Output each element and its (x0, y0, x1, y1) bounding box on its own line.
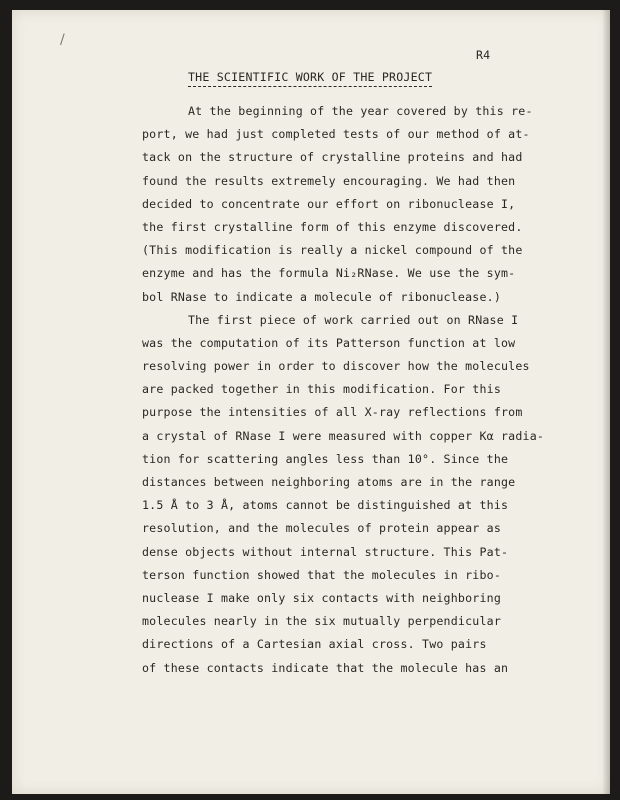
text-line: decided to concentrate our effort on ribonuclease I, (142, 196, 516, 211)
text-line: nuclease I make only six contacts with neighboring (142, 590, 502, 605)
text-line: resolving power in order to discover how the molecules (142, 359, 530, 374)
paper-edge-shadow (602, 10, 610, 794)
text-line: 1.5 Å to 3 Å, atoms cannot be distinguished at this (142, 498, 509, 513)
text-line: a crystal of RNase I were measured with copper Kα radia- (142, 428, 545, 443)
text-line: was the computation of its Patterson function at low (142, 335, 516, 350)
pencil-mark: / (60, 32, 65, 48)
text-line: (This modification is really a nickel compound of the (142, 243, 523, 258)
typewritten-paper-sheet (12, 10, 610, 794)
text-line: found the results extremely encouraging. We had then (142, 173, 516, 188)
text-line: molecules nearly in the six mutually perpendicular (142, 614, 502, 629)
page-number: R4 (476, 48, 491, 62)
text-line: dense objects without internal structure. This Pat- (142, 544, 509, 559)
text-line: At the beginning of the year covered by this re- (188, 104, 533, 118)
text-line: resolution, and the molecules of protein appear as (142, 521, 502, 536)
body-text (142, 100, 602, 680)
text-line: bol RNase to indicate a molecule of ribonuclease.) (142, 289, 502, 304)
text-line: purpose the intensities of all X-ray reflections from (142, 405, 523, 420)
text-line: port, we had just completed tests of our method of at- (142, 127, 530, 142)
text-line: are packed together in this modification. For this (142, 382, 502, 397)
text-line: terson function showed that the molecules in ribo- (142, 567, 502, 582)
text-line: directions of a Cartesian axial cross. Two pairs (142, 637, 487, 652)
text-line: of these contacts indicate that the molecule has an (142, 660, 509, 675)
text-line: tack on the structure of crystalline proteins and had (142, 150, 523, 165)
page-title: THE SCIENTIFIC WORK OF THE PROJECT (188, 70, 432, 87)
text-line: the first crystalline form of this enzyme discovered. (142, 219, 523, 234)
text-line: tion for scattering angles less than 10°. Since the (142, 451, 509, 466)
text-line: The first piece of work carried out on RNase I (188, 312, 519, 327)
text-line: enzyme and has the formula Ni₂RNase. We use the sym- (142, 266, 516, 281)
text-line: distances between neighboring atoms are in the range (142, 475, 516, 489)
